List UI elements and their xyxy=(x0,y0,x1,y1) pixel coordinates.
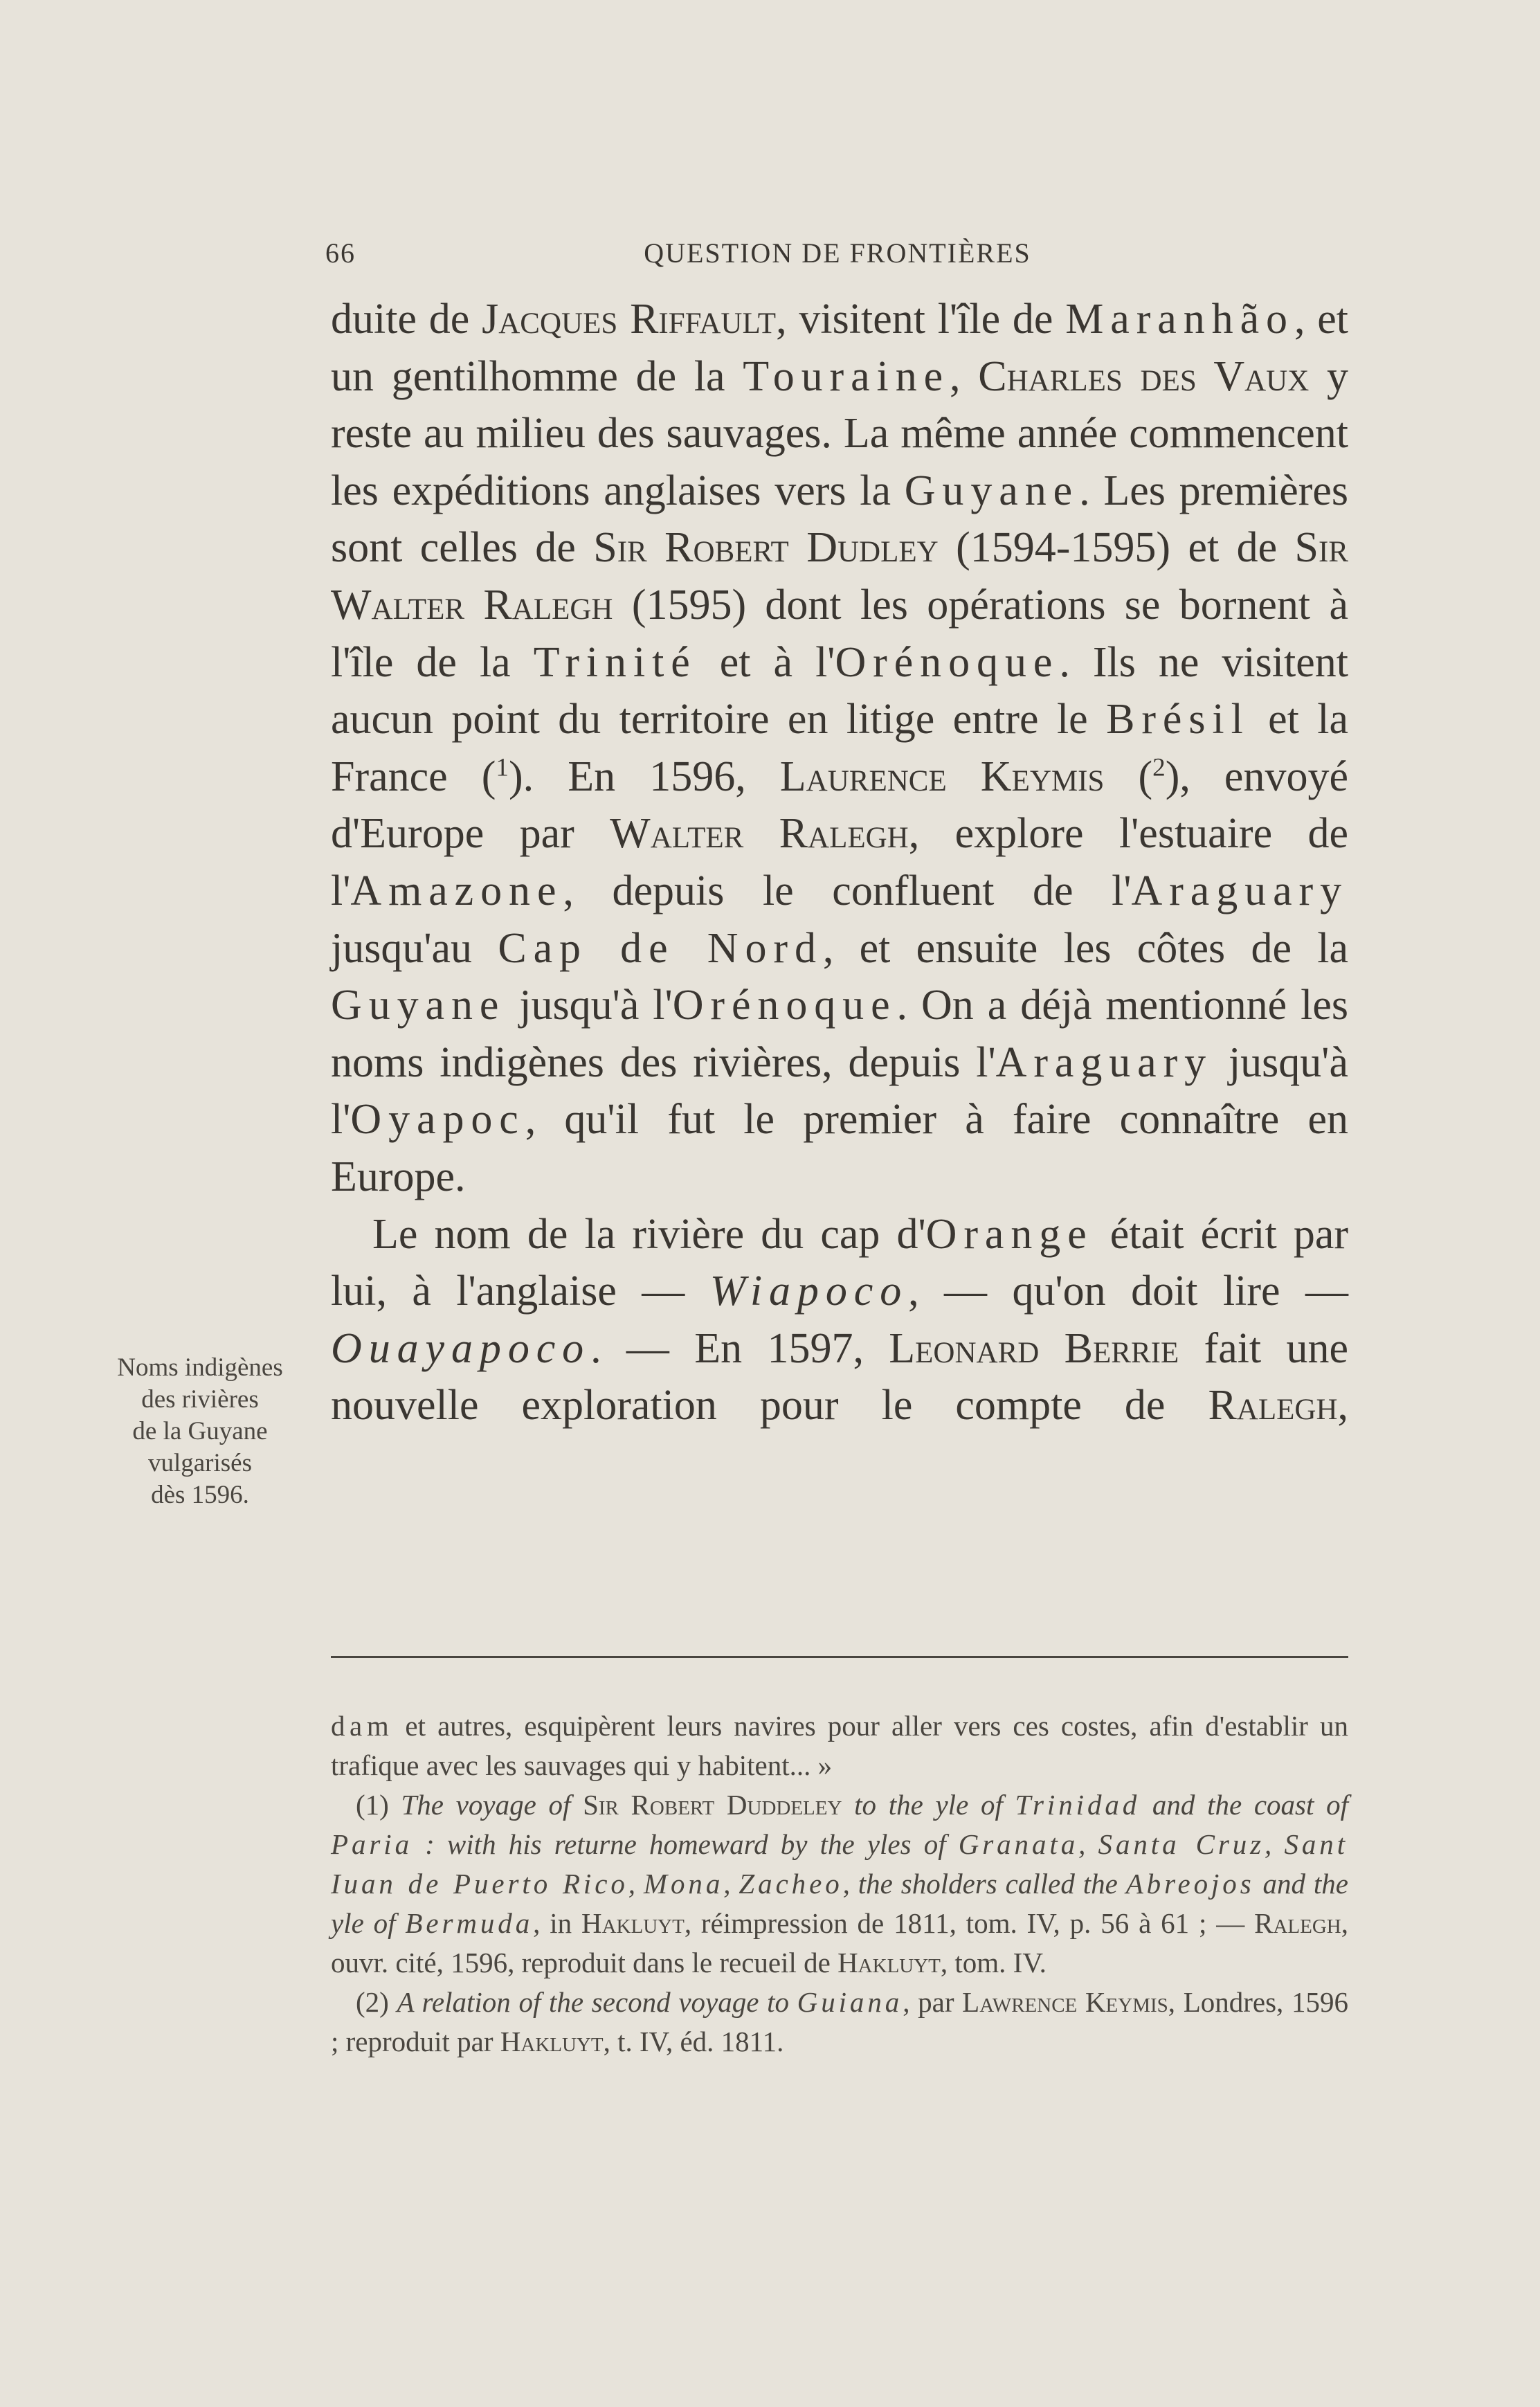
text-run: , par xyxy=(903,1986,963,2018)
marginal-note-line: de la Guyane xyxy=(132,1417,268,1445)
place-name: Trinité xyxy=(533,638,697,686)
text-run: , tom. IV. xyxy=(940,1947,1047,1978)
person-name: Lawrence Keymis xyxy=(962,1986,1168,2018)
text-run: (1594-1595) et de xyxy=(938,524,1295,572)
text-run: , visitent l'île de xyxy=(776,296,1066,343)
text-run: , depuis le confluent de l' xyxy=(563,867,1132,914)
place-name: Abreojos xyxy=(1125,1868,1255,1900)
text-run: , — qu'on doit lire — xyxy=(908,1268,1348,1315)
text-run: The voyage of xyxy=(401,1789,583,1821)
footnote-continuation xyxy=(331,1706,1348,1785)
person-name: Jacques Riffault xyxy=(482,296,777,343)
text-run: y reste au milieu des sauvages. La même année commencent les expéditions anglaises vers la xyxy=(331,352,1348,514)
footnotes xyxy=(331,1706,1348,2062)
marginal-note-line: dès 1596. xyxy=(151,1481,249,1509)
place-name: Araguary xyxy=(995,1038,1213,1086)
footnote-ref: 2 xyxy=(1152,753,1166,782)
text-run: était écrit par lui, à l'anglaise — xyxy=(331,1210,1348,1315)
text-run: , et ensuite les côtes de la xyxy=(822,924,1348,972)
text-run: , xyxy=(1078,1828,1098,1860)
marginal-note xyxy=(82,1352,318,1511)
text-run: , réimpression de 1811, tom. IV, p. 56 à 61 ; — xyxy=(684,1907,1255,1939)
text-run: and the coast of xyxy=(1140,1789,1348,1821)
text-run: . On a déjà mentionné les noms indigènes des rivières, depuis l' xyxy=(331,982,1348,1086)
text-run: ), envoyé d'Europe par xyxy=(331,752,1348,858)
text-run: , Londres, 1596 ; reproduit par xyxy=(331,1986,1348,2057)
person-name: Hakluyt xyxy=(581,1907,685,1939)
text-run: . Les premières sont celles de xyxy=(331,467,1349,572)
footnote-2 xyxy=(331,1983,1348,2062)
place-name: Guyane xyxy=(904,467,1080,514)
running-title: QUESTION DE FRONTIÈRES xyxy=(644,237,1031,269)
text-run: , qu'il fut le premier à faire connaître en Europe. xyxy=(331,1096,1348,1200)
text-run: , et un gentilhomme de la xyxy=(331,296,1349,400)
place-name: Zacheo xyxy=(739,1868,843,1900)
text-run: , xyxy=(723,1868,739,1900)
river-name: Wiapoco xyxy=(709,1268,909,1315)
person-name: Sir Robert Dudley xyxy=(593,524,939,572)
text-run: and the yle of xyxy=(331,1868,1349,1939)
footnote-marker: (1) xyxy=(356,1789,401,1821)
text-run: , in xyxy=(533,1907,581,1939)
place-name: Mona xyxy=(643,1868,724,1900)
place-name: Oyapoc xyxy=(350,1096,525,1144)
marginal-note-line: Noms indigènes xyxy=(117,1353,283,1382)
text-run: . Ils ne visitent aucun point du territoire en litige entre le xyxy=(331,638,1348,743)
text-run: , xyxy=(1265,1828,1285,1860)
text-run: , xyxy=(628,1868,644,1900)
place-name: Araguary xyxy=(1131,867,1348,914)
text-run: . — En 1597, xyxy=(590,1324,889,1372)
text-run: et à l' xyxy=(696,638,835,686)
text-run: dam xyxy=(331,1710,394,1742)
place-name: Orénoque xyxy=(835,638,1060,686)
place-name: Paria xyxy=(331,1828,413,1860)
person-name: Sir Walter Ralegh xyxy=(331,524,1349,629)
text-run: ( xyxy=(1104,752,1153,800)
place-name: Maranhão xyxy=(1065,296,1294,343)
person-name: Sir Robert Duddeley xyxy=(583,1789,842,1821)
text-run: jusqu'à l' xyxy=(505,982,673,1029)
text-run: duite de xyxy=(331,296,482,343)
marginal-note-line: des rivières xyxy=(141,1385,259,1414)
text-run: , t. IV, éd. 1811. xyxy=(603,2026,784,2057)
place-name: Touraine xyxy=(743,352,950,400)
person-name: Leonard Berrie xyxy=(889,1324,1179,1372)
text-run: , xyxy=(950,352,979,400)
person-name: Ralegh xyxy=(1208,1382,1338,1430)
text-run: to the yle of xyxy=(842,1789,1015,1821)
person-name: Charles des Vaux xyxy=(978,352,1310,400)
place-name: Cap de Nord xyxy=(498,924,823,972)
text-run: et autres, esquipèrent leurs navires pour aller vers ces costes, afin d'establir un trafique avec les sauvages qui y habitent... » xyxy=(331,1710,1348,1781)
text-run: A relation of the second voyage to xyxy=(397,1986,797,2018)
text-run: ). En 1596, xyxy=(509,752,780,800)
person-name: Walter Ralegh xyxy=(610,810,909,858)
place-name: Bermuda xyxy=(405,1907,534,1939)
text-run: Le nom de la rivière du cap d' xyxy=(372,1210,926,1258)
footnote-1 xyxy=(331,1785,1348,1983)
person-name: Laurence Keymis xyxy=(779,752,1105,800)
text-run: , the sholders called the xyxy=(842,1868,1126,1900)
text-run: : with his returne homeward by the yles of xyxy=(413,1828,959,1860)
person-name: Hakluyt xyxy=(500,2026,604,2057)
body-text xyxy=(331,291,1348,1434)
place-name: Granata xyxy=(958,1828,1079,1860)
person-name: Ralegh xyxy=(1254,1907,1341,1939)
text-run: et la France ( xyxy=(331,696,1348,800)
place-name: Guiana xyxy=(797,1986,903,2018)
marginal-note-line: vulgarisés xyxy=(147,1449,253,1477)
footnote-marker: (2) xyxy=(356,1986,397,2018)
person-name: Hakluyt xyxy=(837,1947,941,1978)
text-run: jusqu'à l' xyxy=(331,1038,1349,1144)
body-paragraph xyxy=(331,1206,1348,1434)
place-name: Orange xyxy=(925,1210,1094,1258)
place-name: Santa Cruz xyxy=(1098,1828,1265,1860)
footnote-ref: 1 xyxy=(496,753,509,782)
text-run: , explore l'estuaire de l' xyxy=(331,810,1349,914)
place-name: Amazone xyxy=(350,867,563,914)
body-paragraph xyxy=(331,291,1348,1206)
text-run: , xyxy=(1337,1382,1348,1430)
text-run: (1595) dont les opérations se bornent à l'île de la xyxy=(331,581,1348,686)
place-name: Guyane xyxy=(331,982,506,1029)
place-name: Trinidad xyxy=(1015,1789,1141,1821)
place-name: Orénoque xyxy=(672,982,897,1029)
river-name: Ouayapoco xyxy=(331,1324,591,1372)
page-number: 66 xyxy=(325,237,356,269)
text-run: fait une nouvelle exploration pour le compte de xyxy=(331,1324,1349,1430)
footnote-rule xyxy=(331,1656,1348,1658)
text-run: , ouvr. cité, 1596, reproduit dans le recueil de xyxy=(331,1907,1348,1978)
text-run: jusqu'au xyxy=(331,924,498,972)
running-head xyxy=(325,233,1350,274)
place-name: Sant Iuan de Puerto Rico xyxy=(331,1828,1349,1900)
place-name: Brésil xyxy=(1106,696,1250,743)
